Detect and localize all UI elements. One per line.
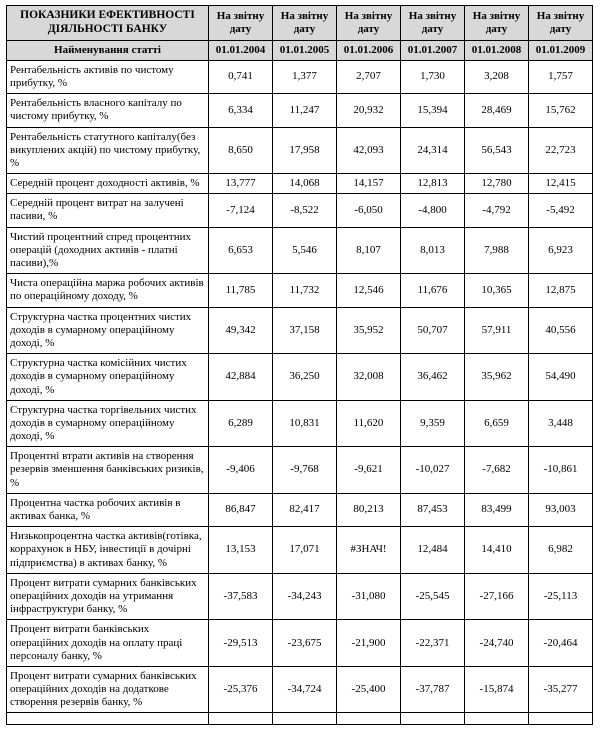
value-cell: 2,707 [337, 60, 401, 93]
value-cell: 49,342 [209, 307, 273, 354]
value-cell: 15,394 [401, 94, 465, 127]
value-cell: -34,243 [273, 573, 337, 620]
table-row [7, 354, 593, 401]
value-cell: 8,650 [209, 127, 273, 174]
value-cell: 12,484 [401, 527, 465, 574]
empty-cell [209, 713, 273, 725]
value-cell: 7,988 [465, 227, 529, 274]
table-body [7, 60, 593, 725]
value-cell: 13,153 [209, 527, 273, 574]
empty-cell [465, 713, 529, 725]
value-cell: 0,741 [209, 60, 273, 93]
value-cell: 24,314 [401, 127, 465, 174]
value-cell: -37,787 [401, 666, 465, 713]
value-cell: 13,777 [209, 174, 273, 194]
value-cell: 42,884 [209, 354, 273, 401]
header-row-title [7, 6, 593, 41]
table-row [7, 307, 593, 354]
value-cell: 20,932 [337, 94, 401, 127]
table-row [7, 274, 593, 307]
table-row [7, 400, 593, 447]
row-label: Процент витрати сумарних банківських операційних доходів на утримання інфраструктури банку, % [7, 573, 209, 620]
value-cell: 6,982 [529, 527, 593, 574]
value-cell: 83,499 [465, 493, 529, 526]
value-cell: -4,792 [465, 194, 529, 227]
value-cell: 12,813 [401, 174, 465, 194]
value-cell: 10,831 [273, 400, 337, 447]
value-cell: -15,874 [465, 666, 529, 713]
value-cell: 87,453 [401, 493, 465, 526]
date-header-2006: 01.01.2006 [337, 40, 401, 60]
value-cell: 54,490 [529, 354, 593, 401]
value-cell: -23,675 [273, 620, 337, 667]
value-cell: -25,545 [401, 573, 465, 620]
value-cell: -24,740 [465, 620, 529, 667]
table-row [7, 174, 593, 194]
value-cell: 14,410 [465, 527, 529, 574]
value-cell: 22,723 [529, 127, 593, 174]
column-header-reporting-date-1: На звітну дату [209, 6, 273, 41]
value-cell: 8,107 [337, 227, 401, 274]
value-cell: 12,546 [337, 274, 401, 307]
value-cell: -21,900 [337, 620, 401, 667]
value-cell: -27,166 [465, 573, 529, 620]
value-cell: 6,289 [209, 400, 273, 447]
row-label: Структурна частка комісійних чистих доходів в сумарному операційному доході, % [7, 354, 209, 401]
empty-cell [7, 713, 209, 725]
date-header-2009: 01.01.2009 [529, 40, 593, 60]
value-cell: 35,952 [337, 307, 401, 354]
row-label: Рентабельність власного капіталу по чистому прибутку, % [7, 94, 209, 127]
value-cell: -7,124 [209, 194, 273, 227]
value-cell: 80,213 [337, 493, 401, 526]
value-cell: 11,247 [273, 94, 337, 127]
value-cell: 3,448 [529, 400, 593, 447]
value-cell: -20,464 [529, 620, 593, 667]
date-header-2004: 01.01.2004 [209, 40, 273, 60]
value-cell: -25,376 [209, 666, 273, 713]
value-cell: 14,157 [337, 174, 401, 194]
value-cell: -9,768 [273, 447, 337, 494]
date-header-2007: 01.01.2007 [401, 40, 465, 60]
column-header-reporting-date-4: На звітну дату [401, 6, 465, 41]
date-header-2005: 01.01.2005 [273, 40, 337, 60]
value-cell: 11,676 [401, 274, 465, 307]
value-cell: 12,875 [529, 274, 593, 307]
value-cell: 1,757 [529, 60, 593, 93]
value-cell: 42,093 [337, 127, 401, 174]
value-cell: 6,653 [209, 227, 273, 274]
value-cell: 36,250 [273, 354, 337, 401]
row-label: Середній процент витрат на залучені пасиви, % [7, 194, 209, 227]
header-row-dates [7, 40, 593, 60]
empty-cell [273, 713, 337, 725]
table-header [7, 6, 593, 61]
value-cell: -25,400 [337, 666, 401, 713]
value-cell: -22,371 [401, 620, 465, 667]
value-cell: -9,406 [209, 447, 273, 494]
table-row [7, 620, 593, 667]
value-cell: 5,546 [273, 227, 337, 274]
table-row [7, 94, 593, 127]
value-cell: 12,415 [529, 174, 593, 194]
row-label: Процент витрати сумарних банківських операційних доходів на додаткове створення резервів банку, % [7, 666, 209, 713]
column-header-reporting-date-3: На звітну дату [337, 6, 401, 41]
value-cell: 28,469 [465, 94, 529, 127]
value-cell: 17,958 [273, 127, 337, 174]
table-row [7, 227, 593, 274]
table-row [7, 60, 593, 93]
value-cell: -9,621 [337, 447, 401, 494]
value-cell: -10,027 [401, 447, 465, 494]
table-title: ПОКАЗНИКИ ЕФЕКТИВНОСТІ ДІЯЛЬНОСТІ БАНКУ [7, 6, 209, 41]
value-cell: 12,780 [465, 174, 529, 194]
value-cell: 11,732 [273, 274, 337, 307]
column-header-reporting-date-6: На звітну дату [529, 6, 593, 41]
value-cell: -37,583 [209, 573, 273, 620]
value-cell: 11,620 [337, 400, 401, 447]
value-cell: 57,911 [465, 307, 529, 354]
value-cell: 10,365 [465, 274, 529, 307]
row-label: Рентабельність активів по чистому прибутку, % [7, 60, 209, 93]
empty-cell [337, 713, 401, 725]
row-label: Процентні втрати активів на створення резервів зменшення банківських ризиків, % [7, 447, 209, 494]
value-cell: -34,724 [273, 666, 337, 713]
row-label: Процентна частка робочих активів в активах банка, % [7, 493, 209, 526]
value-cell: 11,785 [209, 274, 273, 307]
value-cell: -4,800 [401, 194, 465, 227]
bank-efficiency-indicators-table [6, 5, 593, 725]
value-cell: -8,522 [273, 194, 337, 227]
value-cell: 6,923 [529, 227, 593, 274]
empty-cell [401, 713, 465, 725]
value-cell: 93,003 [529, 493, 593, 526]
value-cell: 8,013 [401, 227, 465, 274]
row-label: Чиста операційна маржа робочих активів по операційному доходу, % [7, 274, 209, 307]
value-cell: -31,080 [337, 573, 401, 620]
table-row [7, 666, 593, 713]
row-label: Чистий процентний спред процентних операцій (доходних активів - платні пасиви),% [7, 227, 209, 274]
value-cell: -25,113 [529, 573, 593, 620]
value-cell: 32,008 [337, 354, 401, 401]
value-cell: 86,847 [209, 493, 273, 526]
value-cell: -10,861 [529, 447, 593, 494]
value-cell: 17,071 [273, 527, 337, 574]
value-cell: 1,377 [273, 60, 337, 93]
value-cell: 14,068 [273, 174, 337, 194]
value-cell: 9,359 [401, 400, 465, 447]
error-value-cell: #ЗНАЧ! [337, 527, 401, 574]
row-label: Низькопроцентна частка активів(готівка, коррахунок в НБУ, інвестиції в дочірні підприємства) в активах банку, % [7, 527, 209, 574]
value-cell: 56,543 [465, 127, 529, 174]
row-label: Середній процент доходності активів, % [7, 174, 209, 194]
table-row [7, 127, 593, 174]
empty-cell [529, 713, 593, 725]
value-cell: 82,417 [273, 493, 337, 526]
table-row [7, 194, 593, 227]
value-cell: 3,208 [465, 60, 529, 93]
value-cell: 40,556 [529, 307, 593, 354]
empty-row [7, 713, 593, 725]
table-row [7, 573, 593, 620]
column-header-reporting-date-5: На звітну дату [465, 6, 529, 41]
row-label: Структурна частка торгівельних чистих доходів в сумарному операційному доході, % [7, 400, 209, 447]
table-row [7, 493, 593, 526]
table-row [7, 447, 593, 494]
value-cell: 35,962 [465, 354, 529, 401]
date-header-2008: 01.01.2008 [465, 40, 529, 60]
value-cell: -35,277 [529, 666, 593, 713]
row-label-column-header: Найменування статті [7, 40, 209, 60]
value-cell: 6,334 [209, 94, 273, 127]
value-cell: 1,730 [401, 60, 465, 93]
value-cell: -29,513 [209, 620, 273, 667]
value-cell: 6,659 [465, 400, 529, 447]
value-cell: -5,492 [529, 194, 593, 227]
value-cell: 15,762 [529, 94, 593, 127]
value-cell: 36,462 [401, 354, 465, 401]
row-label: Процент витрати банківських операційних доходів на оплату праці персоналу банку, % [7, 620, 209, 667]
value-cell: -7,682 [465, 447, 529, 494]
row-label: Структурна частка процентних чистих доходів в сумарному операційному доході, % [7, 307, 209, 354]
table-row [7, 527, 593, 574]
row-label: Рентабельність статутного капіталу(без викуплених акцій) по чистому прибутку, % [7, 127, 209, 174]
column-header-reporting-date-2: На звітну дату [273, 6, 337, 41]
value-cell: 37,158 [273, 307, 337, 354]
value-cell: 50,707 [401, 307, 465, 354]
value-cell: -6,050 [337, 194, 401, 227]
